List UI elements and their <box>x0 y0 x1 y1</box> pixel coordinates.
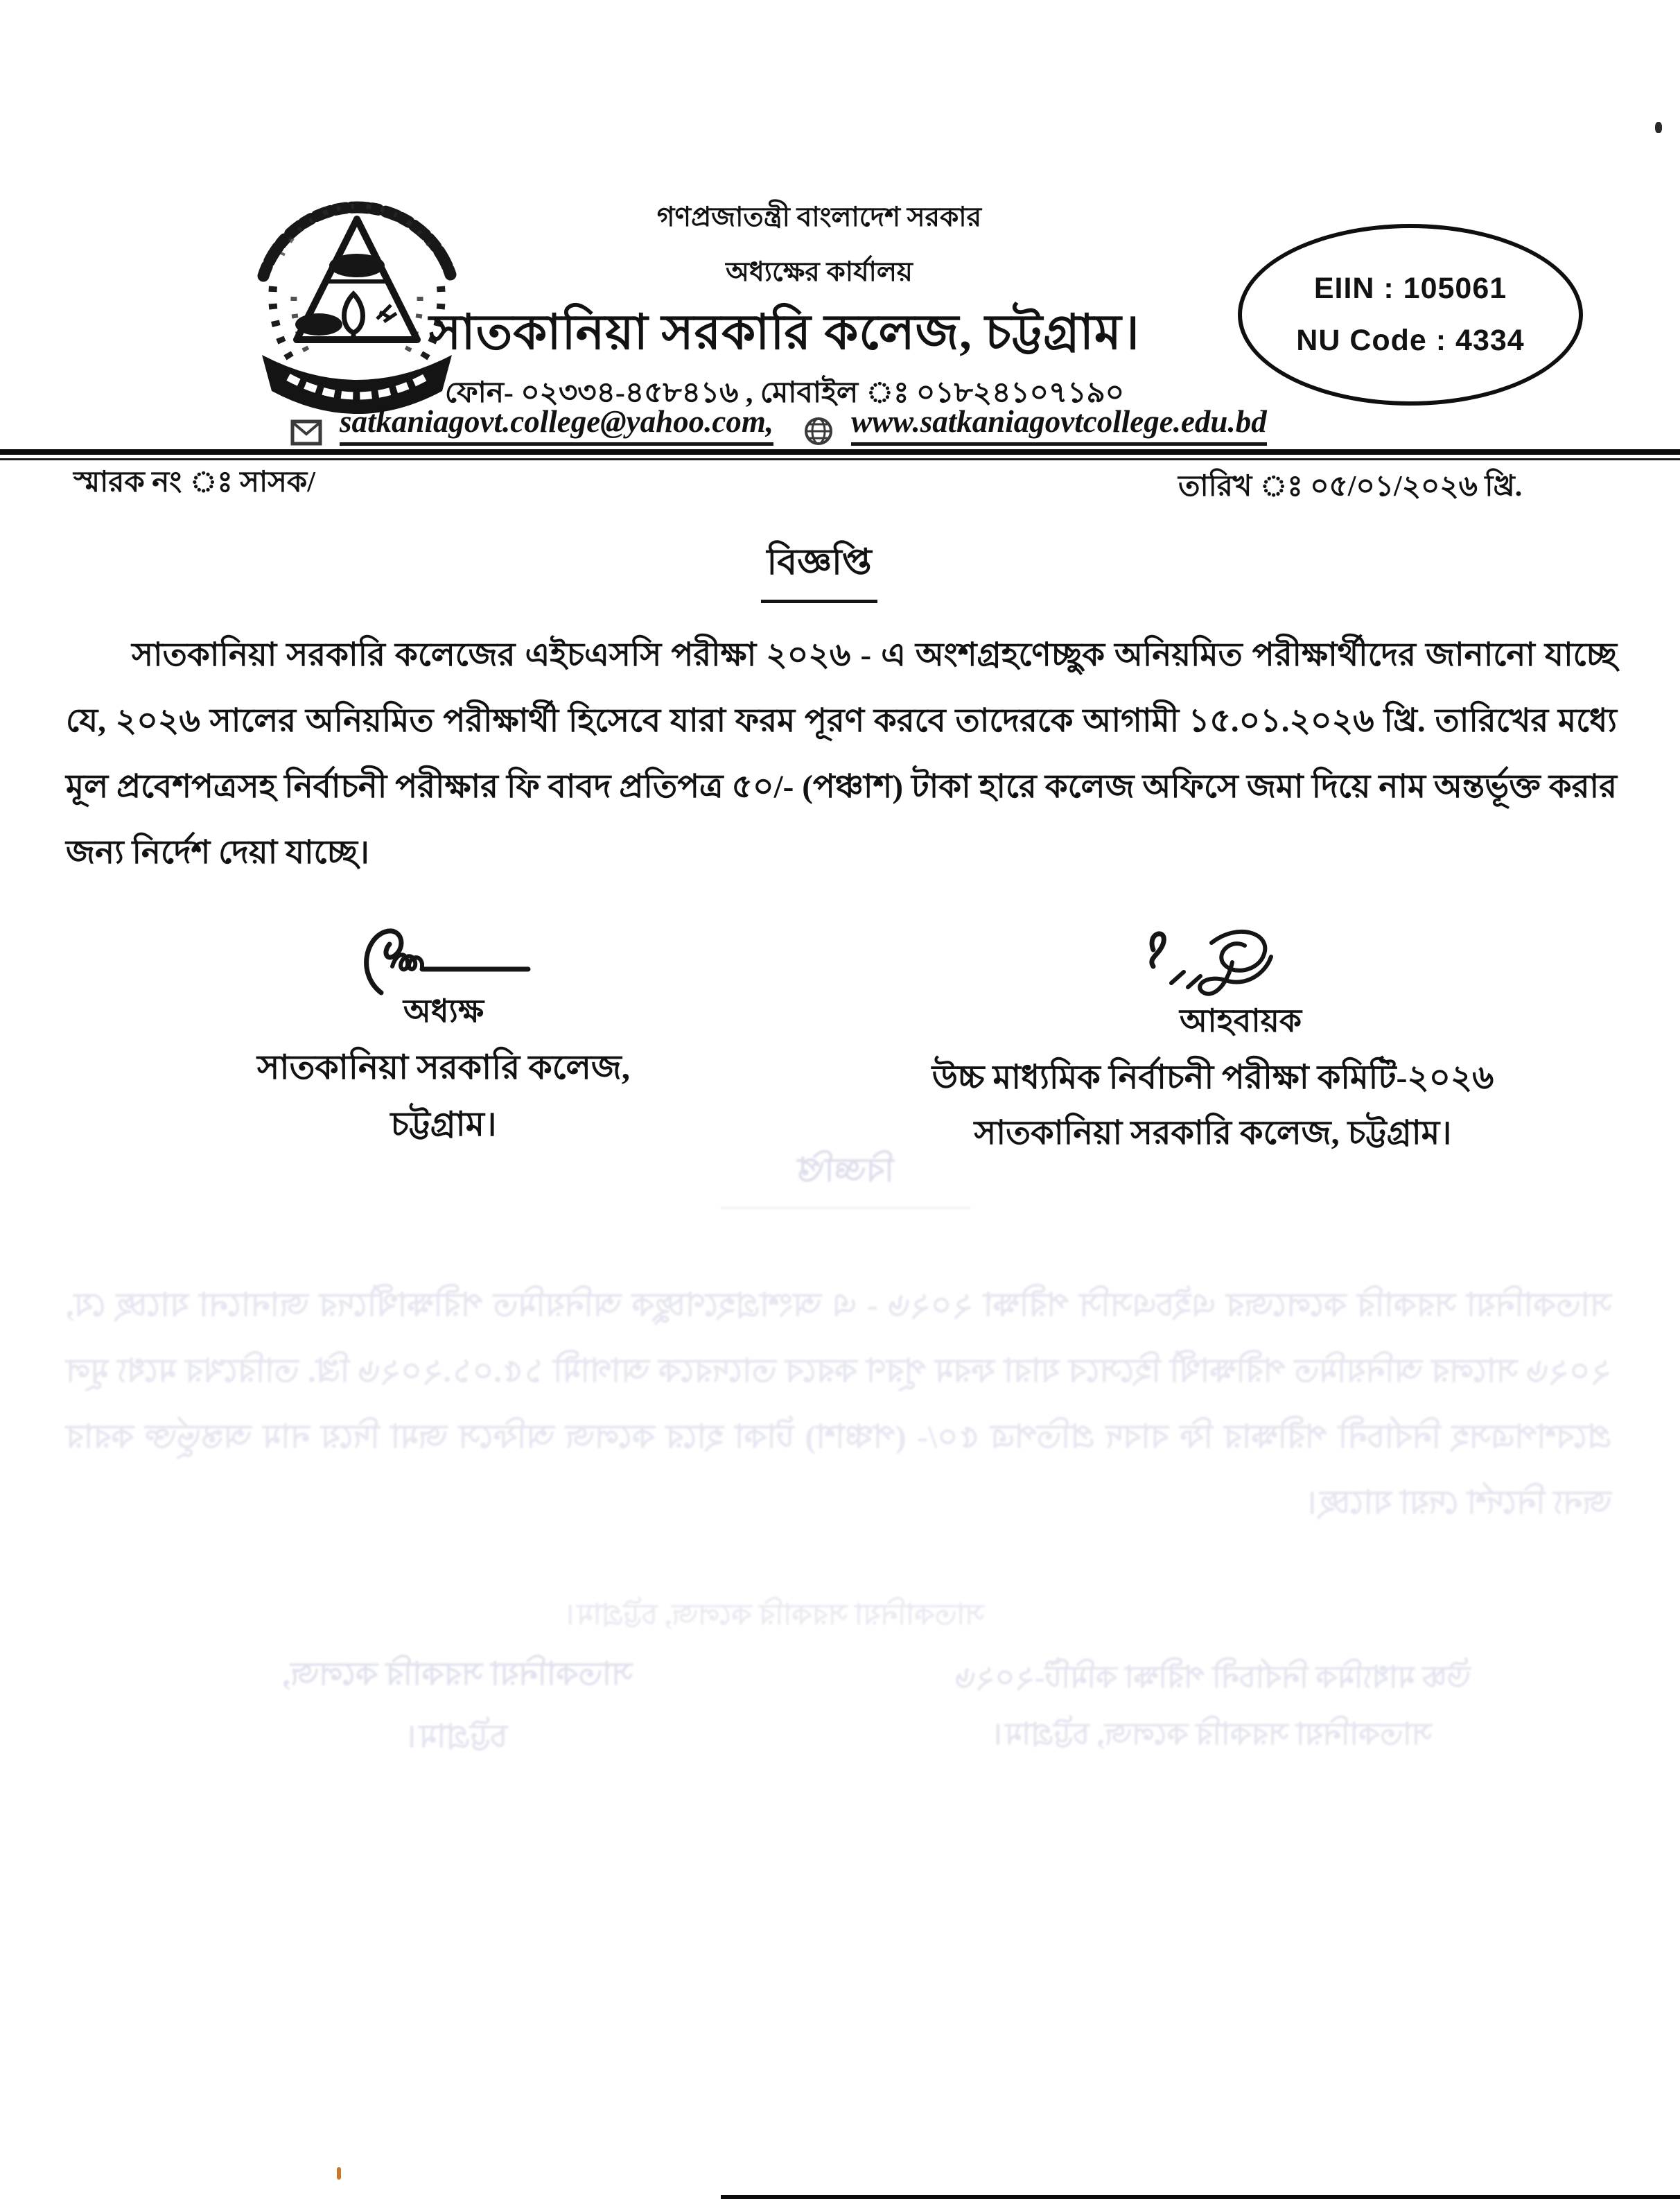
nu-code-label: NU Code : 4334 <box>1296 324 1525 357</box>
phone-line: ফোন- ০২৩৩৪-৪৫৮৪১৬ , মোবাইল ঃ ০১৮২৪১০৭১৯০ <box>444 377 1125 409</box>
convener-org-line1: উচ্চ মাধ্যমিক নির্বাচনী পরীক্ষা কমিটি-২০২৬ <box>931 1059 1494 1096</box>
globe-icon <box>804 417 833 446</box>
header-divider-thick <box>0 449 1680 455</box>
notice-title-wrap <box>0 534 1638 603</box>
government-line: গণপ্রজাতন্ত্রী বাংলাদেশ সরকার <box>656 202 982 232</box>
bleed-through-paragraph: সাতকানিয়া সরকারি কলেজের এইচএসসি পরীক্ষা ২০২৬ - এ অংশগ্রহণেচ্ছুক অনিয়মিত পরীক্ষার্থীদের জানানো যাচ্ছে যে, ২০২৬ সালের অনিয়মিত পরীক্ষার্থী হিসেবে যারা ফরম পূরণ করবে তাদেরকে আগামী ১৫.০১.২০২৬ খ্রি. তারিখের মধ্যে মূল প্রবেশপত্রসহ নির্বাচনী পরীক্ষার ফি বাবদ প্রতিপত্র ৫০/- (পঞ্চাশ) টাকা হারে কলেজ অফিসে জমা দিয়ে নাম অন্তর্ভূক্ত করার জন্য নির্দেশ দেয়া যাচ্ছে। <box>66 1287 1611 1521</box>
convener-signature <box>1123 919 1345 1006</box>
email-address: satkaniagovt.college@yahoo.com, <box>340 403 773 446</box>
bleed-through-sig-left-line1: সাতকানিয়া সরকারি কলেজ, <box>282 1656 633 1692</box>
notice-body: সাতকানিয়া সরকারি কলেজের এইচএসসি পরীক্ষা ২০২৬ - এ অংশগ্রহণেচ্ছুক অনিয়মিত পরীক্ষার্থীদের জানানো যাচ্ছে যে, ২০২৬ সালের অনিয়মিত পরীক্ষার্থী হিসেবে যারা ফরম পূরণ করবে তাদেরকে আগামী ১৫.০১.২০২৬ খ্রি. তারিখের মধ্যে মূল প্রবেশপত্রসহ নির্বাচনী পরীক্ষার ফি বাবদ প্রতিপত্র ৫০/- (পঞ্চাশ) টাকা হারে কলেজ অফিসে জমা দিয়ে নাম অন্তর্ভূক্ত করার জন্য নির্দেশ দেয়া যাচ্ছে। <box>66 637 1617 871</box>
scan-dot-artifact <box>1655 122 1662 133</box>
memo-number: স্মারক নং ঃ সাসক/ <box>73 467 315 498</box>
principal-org-line1: সাতকানিয়া সরকারি কলেজ, <box>256 1048 631 1086</box>
eiin-label: EIIN : 105061 <box>1313 272 1507 305</box>
office-line: অধ্যক্ষের কার্যালয় <box>726 257 913 287</box>
bleed-through-sig-right-line1: উচ্চ মাধ্যমিক নির্বাচনী পরীক্ষা কমিটি-২০২৬ <box>955 1660 1471 1694</box>
convener-role-label: আহবায়ক <box>1179 1003 1302 1038</box>
college-name: সাতকানিয়া সরকারি কলেজ, চট্টগ্রাম। <box>429 306 1140 360</box>
email-icon <box>291 418 322 446</box>
notice-title: বিজ্ঞপ্তি <box>761 534 877 603</box>
bleed-through-sig-left-line2: চট্টগ্রাম। <box>408 1719 507 1754</box>
contact-row <box>291 403 1267 446</box>
bleed-through-title: বিজ্ঞপ্তি <box>721 1145 970 1209</box>
bleed-through-sig-right-line2: সাতকানিয়া সরকারি কলেজ, চট্টগ্রাম। <box>994 1717 1432 1751</box>
convener-org-line2: সাতকানিয়া সরকারি কলেজ, চট্টগ্রাম। <box>974 1115 1452 1151</box>
principal-role-label: অধ্যক্ষ <box>403 993 484 1029</box>
scan-edge-strip <box>721 2195 1680 2199</box>
principal-org-line2: চট্টগ্রাম। <box>390 1105 497 1143</box>
website-address: www.satkaniagovtcollege.edu.bd <box>851 403 1267 446</box>
scan-speck-artifact <box>337 2167 341 2180</box>
bleed-through-smear: সাতকানিয়া সরকারি কলেজ, চট্টগ্রাম। <box>566 1599 984 1631</box>
date-line: তারিখ ঃ ০৫/০১/২০২৬ খ্রি. <box>1178 471 1523 503</box>
eiin-nu-code-badge <box>1238 224 1583 406</box>
